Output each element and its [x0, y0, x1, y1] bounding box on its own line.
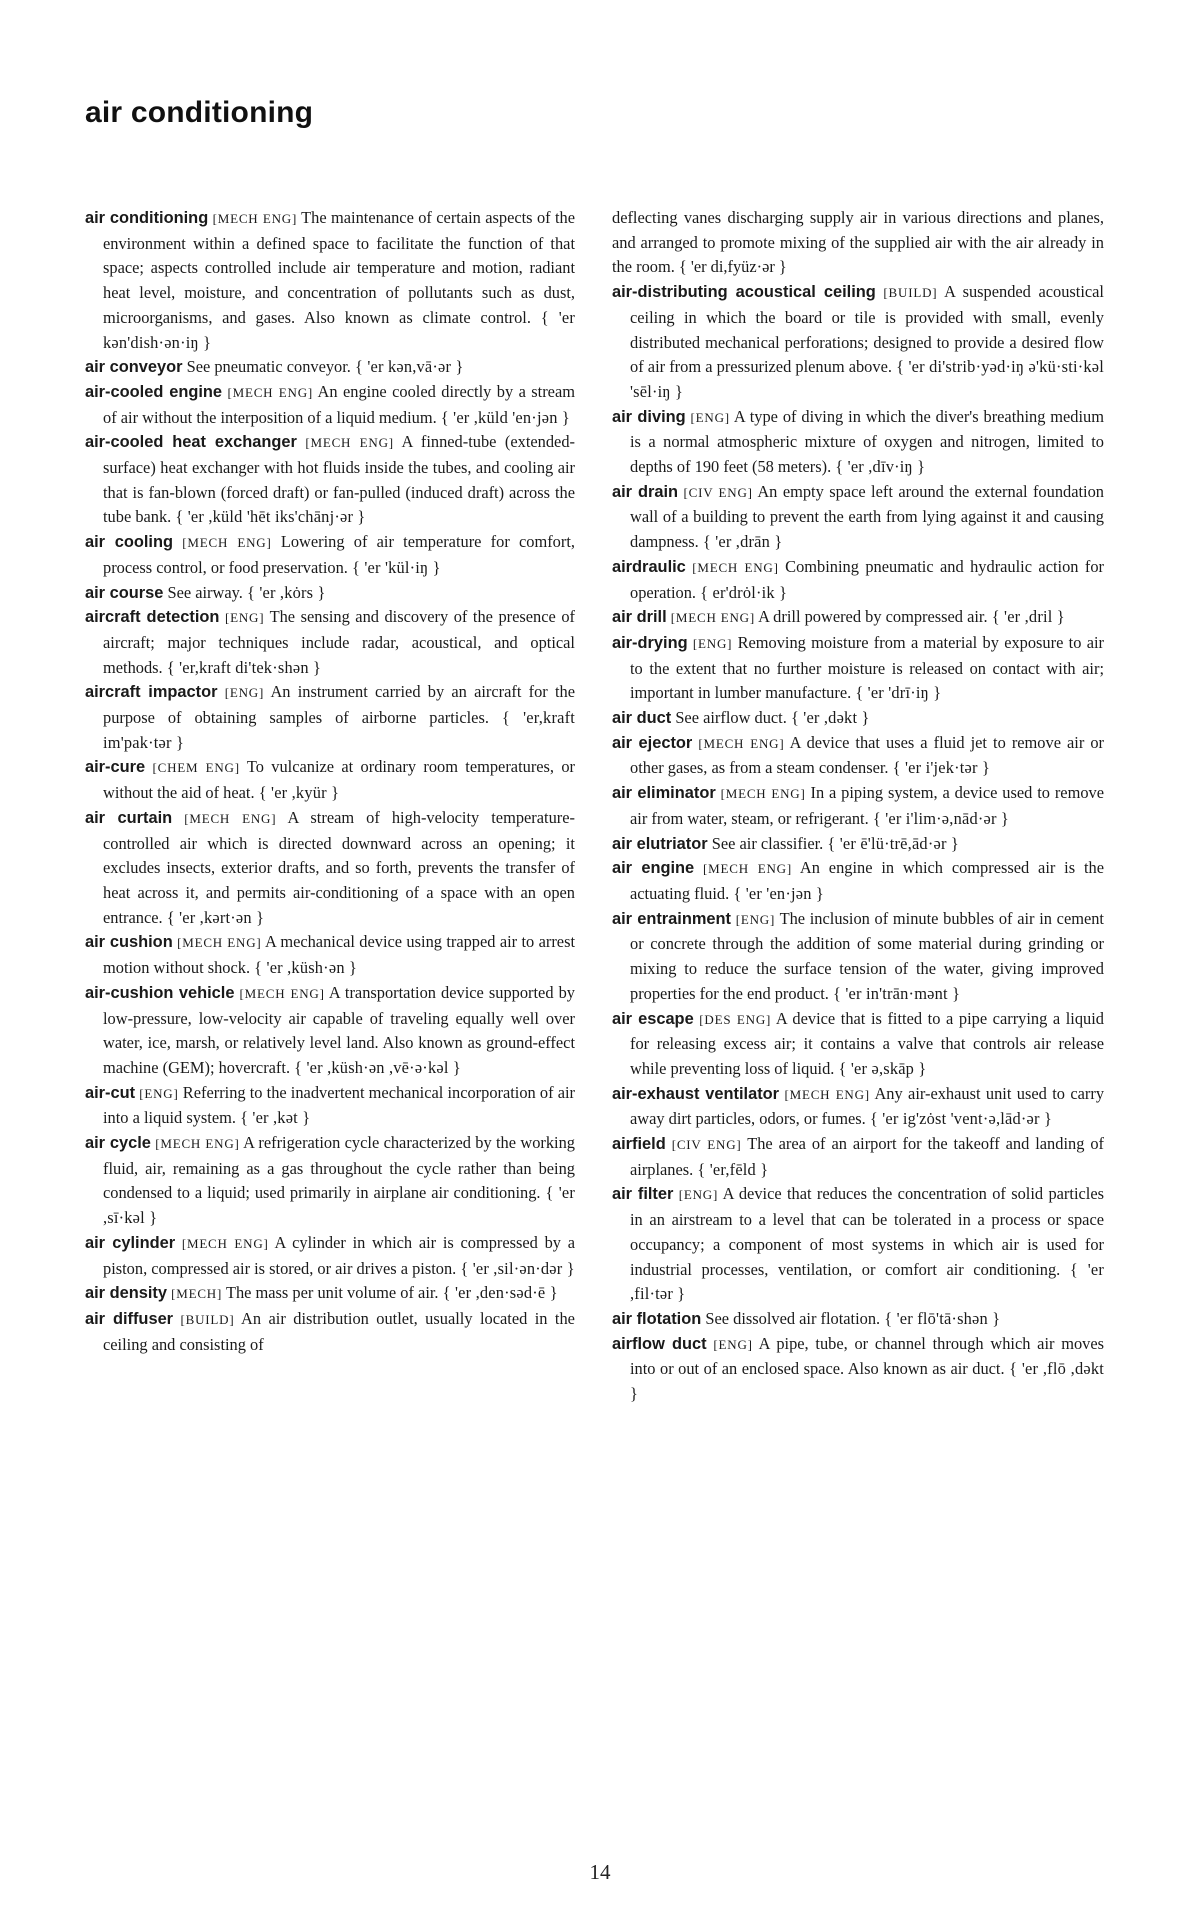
field-label: [BUILD] — [883, 285, 938, 301]
headword: air flotation — [612, 1309, 702, 1328]
pronunciation: { 'er ē'lü·trē,ād·ər } — [827, 833, 959, 853]
field-label: [BUILD] — [180, 1311, 235, 1327]
field-label: [ENG] — [224, 610, 265, 626]
pronunciation: { 'er,kraft im'pak·tər } — [103, 708, 575, 752]
headword: air drill — [612, 608, 667, 627]
definition: An engine cooled directly by a stream of air without the interposition of a liquid medium. — [103, 381, 575, 427]
field-label: [CIV ENG] — [671, 1137, 742, 1153]
pronunciation: { 'er ,dril } — [991, 607, 1065, 627]
entry-air-flotation — [612, 1307, 1104, 1332]
entry-air-course — [85, 581, 575, 606]
entry-air-eliminator — [612, 781, 1104, 831]
definition: A stream of high-velocity temperature-controlled air which is directed downward across an opening; it excludes insects, exterior drafts, and so forth, prevents the transfer of heat across it, and permits air-conditioning of a space with an open entrance. — [103, 807, 575, 927]
definition: A cylinder in which air is compressed by a piston, compressed air is stored, or air drives a piston. — [103, 1232, 575, 1278]
right-entries — [612, 280, 1104, 1407]
field-label: [MECH ENG] — [155, 1136, 240, 1152]
left-column — [85, 206, 575, 1357]
entry-aircraft-detection — [85, 605, 575, 680]
headword: air conditioning — [85, 209, 209, 227]
headword: air cycle — [85, 1134, 151, 1153]
pronunciation: { 'er ,küsh·ən ,vē·ə·kəl } — [294, 1057, 461, 1077]
entry-air-drying — [612, 631, 1104, 706]
pronunciation: { 'er ,kət } — [240, 1108, 311, 1128]
headword: air-cooled heat exchanger — [85, 433, 297, 452]
running-head: air conditioning — [85, 96, 314, 129]
pronunciation: { 'er,kraft di'tek·shən } — [166, 657, 322, 677]
headword: airflow duct — [612, 1334, 707, 1353]
headword: air-drying — [612, 633, 688, 652]
definition: A type of diving in which the diver's breathing medium is a normal atmospheric mixture of oxygen and nitrogen, limited to depths of 190 feet (58 meters). — [630, 406, 1104, 477]
field-label: [MECH ENG] — [184, 810, 277, 826]
definition: An engine in which compressed air is the actuating fluid. — [630, 858, 1104, 903]
entry-air-duct — [612, 706, 1104, 731]
pronunciation: { 'er ,dīv·iŋ } — [835, 457, 926, 477]
entry-air-cooled-heat-exchanger — [85, 430, 575, 530]
pronunciation: { er'drȯl·ik } — [700, 582, 788, 602]
pronunciation: { 'er i'jek·tər } — [892, 758, 991, 778]
headword: air diving — [612, 407, 686, 426]
pronunciation: { 'er flō'tā·shən } — [884, 1308, 1001, 1328]
pronunciation: { 'er di'strib·yəd·iŋ ə'kü·sti·kəl 'sēl·iŋ } — [630, 357, 1104, 401]
field-label: [MECH ENG] — [703, 861, 792, 877]
headword: air eliminator — [612, 784, 716, 803]
field-label: [ENG] — [224, 685, 265, 701]
pronunciation: { 'er ig'zȯst 'vent·ə,lād·ər } — [869, 1109, 1053, 1129]
field-label: [ENG] — [678, 1187, 719, 1203]
definition: A device that reduces the concentration of solid particles in an airstream to a level that can be tolerated in a process or space occupancy; a component of most systems in which air is used for industrial processes, ventilation, or comfort air conditioning. — [630, 1184, 1104, 1279]
headword: air curtain — [85, 808, 173, 827]
pronunciation: { 'er ,kərt·ən } — [166, 907, 265, 927]
pronunciation: { 'er ,sil·ən·dər } — [460, 1258, 575, 1278]
pronunciation: { 'er ,küld 'en·jən } — [440, 407, 570, 427]
field-label: [MECH ENG] — [182, 535, 272, 551]
field-label: [ENG] — [713, 1336, 753, 1352]
field-label: [MECH ENG] — [212, 211, 298, 226]
headword: air ejector — [612, 733, 693, 752]
entry-air-conditioning — [85, 206, 575, 355]
field-label: [ENG] — [139, 1085, 179, 1101]
field-label: [MECH] — [171, 1286, 223, 1302]
headword: air entrainment — [612, 909, 732, 928]
headword: air-exhaust ventilator — [612, 1084, 780, 1103]
field-label: [MECH ENG] — [720, 786, 806, 802]
entry-air-diving — [612, 405, 1104, 480]
field-label: [MECH ENG] — [239, 985, 325, 1001]
field-label: [ENG] — [692, 635, 733, 651]
definition: See airway. — [167, 582, 243, 602]
headword: air engine — [612, 859, 695, 878]
definition: See air classifier. — [711, 833, 824, 853]
right-column — [612, 206, 1104, 1407]
field-label: [CHEM ENG] — [152, 760, 240, 776]
entry-air-drill — [612, 605, 1104, 631]
headword: air-cooled engine — [85, 382, 223, 401]
headword: air filter — [612, 1185, 674, 1204]
entry-air-cycle — [85, 1131, 575, 1231]
headword: airdraulic — [612, 557, 686, 576]
headword: air-cure — [85, 758, 146, 777]
definition: A finned-tube (extended-surface) heat exchanger with hot fluids inside the tubes, and cooling air that is fan-blown (forced draft) or fan-pulled (induced draft) across the tube bank. — [103, 432, 575, 527]
entry-air-filter — [612, 1182, 1104, 1307]
entry-air-cylinder — [85, 1231, 575, 1281]
headword: air-cushion vehicle — [85, 983, 235, 1002]
headword: air diffuser — [85, 1309, 174, 1328]
field-label: [MECH ENG] — [177, 935, 262, 951]
definition: Lowering of air temperature for comfort, process control, or food preservation. — [103, 532, 575, 577]
definition: An instrument carried by an aircraft for the purpose of obtaining samples of airborne particles. — [103, 682, 575, 728]
definition: The inclusion of minute bubbles of air in cement or concrete through the addition of some material during grinding or mixing to reduce the surface tension of the water, giving improved properties for the end product. — [630, 908, 1104, 1003]
definition: The maintenance of certain aspects of the environment within a defined space to facilitate the function of that space; aspects controlled include air temperature and motion, radiant heat level, moisture, and concentration of pollutants such as dust, microorganisms, and gases. Also known as climate control. — [103, 208, 576, 327]
pronunciation: { 'er 'drī·iŋ } — [855, 683, 942, 703]
pronunciation: { 'er ,kyür } — [258, 783, 340, 803]
field-label: [DES ENG] — [699, 1011, 772, 1027]
pronunciation: { 'er in'trān·mənt } — [833, 983, 961, 1003]
field-label: [MECH ENG] — [227, 384, 314, 400]
pronunciation: { 'er ,drān } — [702, 532, 783, 552]
pronunciation: { 'er 'kül·iŋ } — [352, 557, 441, 577]
headword: airfield — [612, 1135, 666, 1154]
entry-air-cushion — [85, 930, 575, 980]
definition: Combining pneumatic and hydraulic action for operation. — [630, 556, 1104, 602]
entry-air-exhaust-ventilator — [612, 1082, 1104, 1132]
definition: A refrigeration cycle characterized by the working fluid, air, remaining as a gas throughout the cycle rather than being condensed to a liquid; used primarily in airplane air conditioning. — [103, 1133, 575, 1203]
entry-air-cooled-engine — [85, 380, 575, 430]
definition: A transportation device supported by low-pressure, low-velocity air capable of traveling equally well over water, ice, marsh, or relatively level land. Also known as ground-effect machine (GEM); hovercraft. — [103, 982, 575, 1077]
definition: See dissolved air flotation. — [705, 1308, 881, 1328]
field-label: [MECH ENG] — [698, 735, 785, 751]
definition: A pipe, tube, or channel through which air moves into or out of an enclosed space. Also known as air duct. — [630, 1333, 1104, 1379]
pronunciation: { 'er ,küld 'hēt iks'chānj·ər } — [175, 507, 366, 527]
headword: air elutriator — [612, 834, 708, 853]
headword: air conveyor — [85, 358, 183, 377]
field-label: [ENG] — [735, 911, 776, 927]
field-label: [MECH ENG] — [692, 559, 779, 575]
pronunciation: { 'er ə,skāp } — [838, 1058, 927, 1078]
page-number: 14 — [589, 1860, 611, 1884]
definition: Any air-exhaust unit used to carry away dirt particles, odors, or fumes. — [630, 1083, 1105, 1129]
entry-air-entrainment — [612, 907, 1104, 1007]
entry-air-curtain — [85, 806, 575, 931]
headword: air duct — [612, 709, 672, 728]
headword: aircraft detection — [85, 608, 220, 627]
field-label: [MECH ENG] — [784, 1086, 870, 1102]
headword: air cushion — [85, 933, 173, 952]
definition: In a piping system, a device used to remove air from water, steam, or refrigerant. — [630, 783, 1104, 828]
field-label: [MECH ENG] — [305, 435, 394, 451]
definition: Referring to the inadvertent mechanical incorporation of air into a liquid system. — [103, 1082, 575, 1128]
pronunciation: { 'er,fēld } — [697, 1159, 769, 1179]
entry-air-diffuser — [85, 1307, 575, 1357]
definition: See airflow duct. — [675, 708, 787, 728]
pronunciation: { 'er ,fil·tər } — [630, 1259, 1104, 1304]
definition: The area of an airport for the takeoff and landing of airplanes. — [630, 1134, 1104, 1179]
entry-air-conveyor — [85, 355, 575, 380]
entry-air-cut — [85, 1081, 575, 1131]
entry-airfield — [612, 1132, 1104, 1182]
headword: air cylinder — [85, 1233, 176, 1252]
definition: The sensing and discovery of the presence of aircraft; major techniques include radar, acoustical, and optical methods. — [103, 607, 575, 677]
headword: air-cut — [85, 1083, 136, 1102]
headword: air-distributing acoustical ceiling — [612, 283, 876, 302]
definition: The mass per unit volume of air. — [225, 1283, 439, 1303]
pronunciation: { 'er ,sī·kəl } — [103, 1183, 575, 1228]
entry-air-cure — [85, 755, 575, 805]
pronunciation: { 'er ,küsh·ən } — [254, 958, 358, 978]
definition: A mechanical device using trapped air to arrest motion without shock. — [103, 932, 576, 978]
entry-air-drain — [612, 480, 1104, 555]
headword: aircraft impactor — [85, 683, 218, 702]
entry-air-elutriator — [612, 832, 1104, 857]
field-label: [MECH ENG] — [181, 1235, 269, 1251]
entry-air-engine — [612, 856, 1104, 906]
entry-air-escape — [612, 1007, 1104, 1082]
entry-air-ejector — [612, 731, 1104, 781]
definition: An empty space left around the external foundation wall of a building to prevent the earth from lying against it and causing dampness. — [630, 481, 1104, 552]
definition: A device that uses a fluid jet to remove air or other gases, as from a steam condenser. — [630, 732, 1104, 778]
pronunciation: { 'er kən'dish·ən·iŋ } — [103, 307, 575, 352]
entry-airflow-duct — [612, 1332, 1104, 1407]
continued-definition: deflecting vanes discharging supply air in various directions and planes, and arranged to promote mixing of the supplied air with the air already in the room. { 'er di,fyüz·ər } — [612, 208, 1104, 277]
headword: air density — [85, 1284, 167, 1303]
pronunciation: { 'er ,kȯrs } — [246, 582, 326, 602]
pronunciation: { 'er ,den·səd·ē } — [442, 1283, 558, 1303]
entry-air-distributing-acoustical-ceiling — [612, 280, 1104, 405]
entry-air-cooling — [85, 530, 575, 580]
pronunciation: { 'er ,dəkt } — [790, 708, 870, 728]
definition: A drill powered by compressed air. — [758, 607, 988, 627]
pronunciation: { 'er 'en·jən } — [733, 883, 824, 903]
pronunciation: { 'er ,flō ,dəkt } — [630, 1359, 1104, 1404]
headword: air course — [85, 583, 164, 602]
definition: See pneumatic conveyor. — [186, 357, 351, 377]
headword: air cooling — [85, 533, 174, 552]
entry-air-cushion-vehicle — [85, 981, 575, 1081]
definition: Removing moisture from a material by exposure to air to the extent that no further moisture is released on contact with air; important in lumber manufacture. — [630, 632, 1104, 703]
definition: An air distribution outlet, usually located in the ceiling and consisting of — [103, 1308, 575, 1354]
pronunciation: { 'er i'lim·ə,nād·ər } — [872, 808, 1009, 828]
entry-airdraulic — [612, 555, 1104, 605]
field-label: [CIV ENG] — [683, 484, 753, 500]
headword: air escape — [612, 1009, 694, 1028]
pronunciation: { 'er kən,vā·ər } — [355, 357, 464, 377]
definition: A device that is fitted to a pipe carrying a liquid for releasing excess air; it contains a valve that controls air release while preventing loss of liquid. — [630, 1008, 1104, 1078]
entry-air-density — [85, 1281, 575, 1307]
definition: To vulcanize at ordinary room temperatures, or without the aid of heat. — [103, 757, 575, 803]
definition: A suspended acoustical ceiling in which the board or tile is provided with small, evenly distributed mechanical perforations; designed to provide a desired flow of air from a pressurized plenum above. — [630, 282, 1104, 377]
headword: air drain — [612, 482, 679, 501]
field-label: [MECH ENG] — [670, 610, 755, 626]
field-label: [ENG] — [690, 409, 730, 425]
entry-aircraft-impactor — [85, 680, 575, 755]
